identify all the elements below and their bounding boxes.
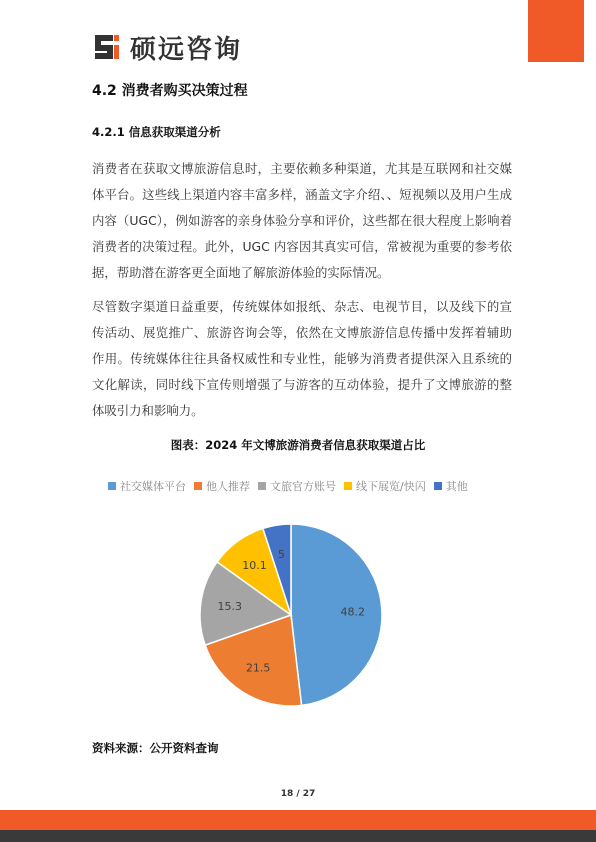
chart-title: 图表：2024 年文博旅游消费者信息获取渠道占比 <box>170 438 426 452</box>
footer-orange-band <box>0 810 596 830</box>
brand-logo <box>92 30 242 64</box>
legend-swatch <box>194 482 202 490</box>
pie-data-label: 48.2 <box>340 605 366 619</box>
legend-item <box>258 478 336 494</box>
legend-item <box>194 478 250 494</box>
legend-swatch <box>344 482 352 490</box>
pie-data-label: 21.5 <box>245 661 271 675</box>
footer-dark-band <box>0 830 596 842</box>
legend-label: 其他 <box>445 480 468 493</box>
source-note: 资料来源：公开资料查询 <box>92 741 219 755</box>
corner-accent-block <box>528 0 584 62</box>
section-heading: 4.2 消费者购买决策过程 <box>92 83 248 99</box>
legend-swatch <box>108 482 116 490</box>
paragraph-1: 消费者在获取文博旅游信息时，主要依赖多种渠道，尤其是互联网和社交媒体平台。这些线上渠道内容丰富多样，涵盖文字介绍、、短视频以及用户生成内容（UGC），例如游客的亲身体验分享和评价，这些都在很大程度上影响着消费者的决策过程。此外，UGC 内容因其真实可信，常被视为重要的参考依据，帮助潜在游客更全面地了解旅游体验的实际情况。 <box>92 161 512 280</box>
paragraph-2: 尽管数字渠道日益重要，传统媒体如报纸、杂志、电视节目，以及线下的宣传活动、展览推广、旅游咨询会等，依然在文博旅游信息传播中发挥着辅助作用。传统媒体往往具备权威性和专业性，能够为消费者提供深入且系统的文化解读，同时线下宣传则增强了与游客的互动体验，提升了文博旅游的整体吸引力和影响力。 <box>92 299 512 418</box>
pie-data-label: 10.1 <box>242 559 267 573</box>
legend-item <box>344 478 426 494</box>
legend-label: 线下展览/快闪 <box>356 480 426 493</box>
legend-item <box>434 478 468 494</box>
legend-label: 社交媒体平台 <box>120 480 186 493</box>
legend-item <box>108 478 186 494</box>
legend-label: 他人推荐 <box>206 480 250 493</box>
chart-legend <box>108 478 468 494</box>
page-number: 18 / 27 <box>280 789 316 799</box>
logo-text: 硕远咨询 <box>130 34 243 65</box>
pie-data-label: 15.3 <box>217 600 242 614</box>
legend-swatch <box>434 482 442 490</box>
subsection-heading: 4.2.1 信息获取渠道分析 <box>92 125 221 139</box>
pie-data-label: 5 <box>277 547 285 561</box>
pie-chart <box>196 520 386 710</box>
legend-swatch <box>258 482 266 490</box>
pie-slice <box>291 524 382 705</box>
legend-label: 文旅官方账号 <box>270 480 336 493</box>
logo-icon <box>92 32 122 62</box>
